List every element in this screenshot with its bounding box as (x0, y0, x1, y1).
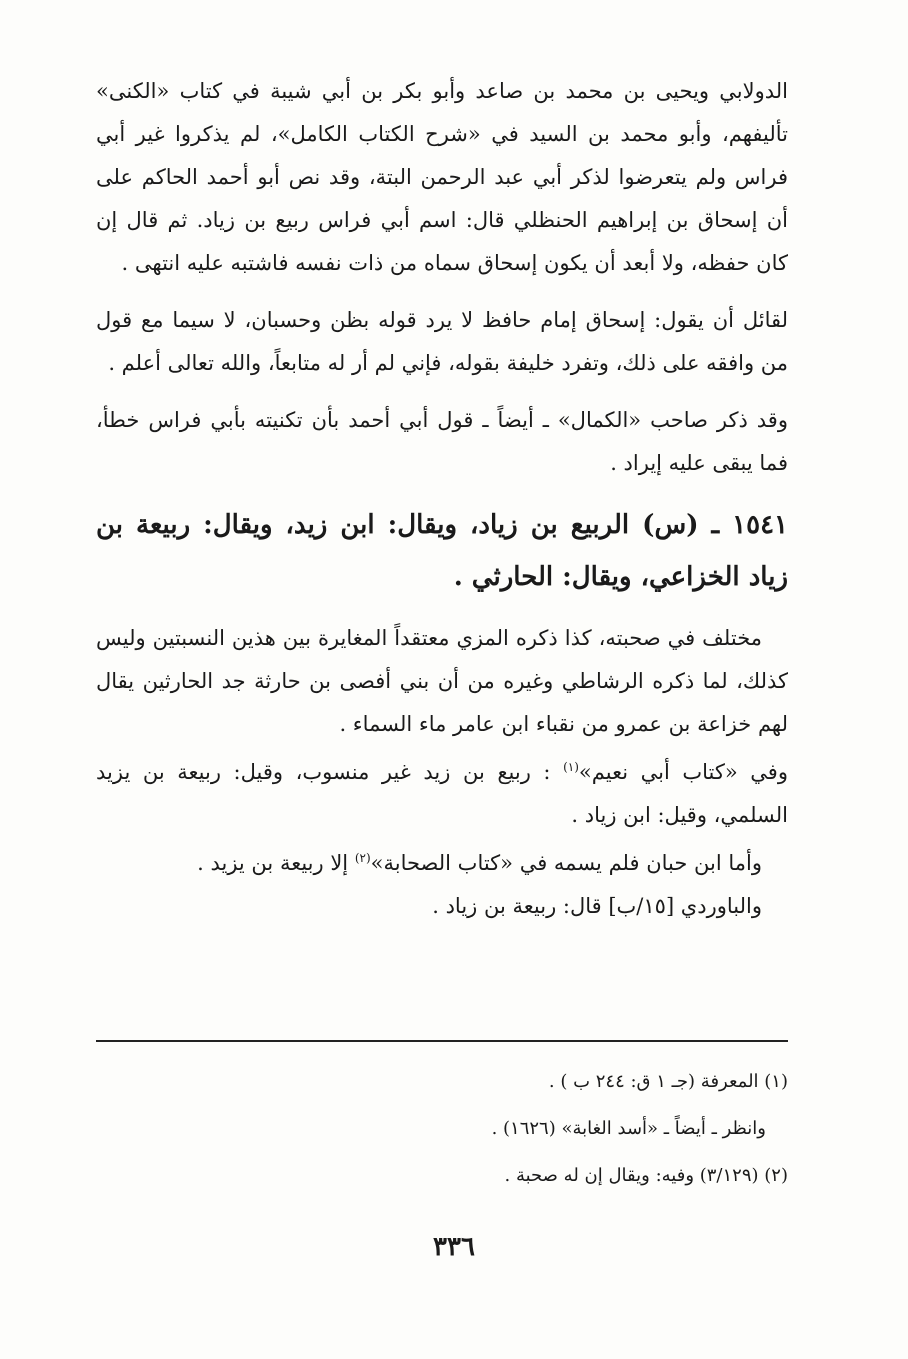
paragraph-6 (96, 837, 788, 885)
paragraph-5 (96, 746, 788, 837)
footnotes (96, 1058, 788, 1199)
paragraph-5-text-a: وفي «كتاب أبي نعيم» (578, 760, 788, 784)
page-number: ٣٣٦ (433, 1232, 475, 1262)
footnote-1: (١) المعرفة (جـ ١ ق: ٢٤٤ ب ) . (548, 1071, 788, 1092)
paragraph-2: لقائل أن يقول: إسحاق إمام حافظ لا يرد قوله بظن وحسبان، لا سيما مع قول من وافقه على ذلك، وتفرد خليفة بقوله، فإني لم أر له متابعاً، والله تعالى أعلم . (96, 308, 788, 375)
paragraph-6-text-a: وأما ابن حبان فلم يسمه في «كتاب الصحابة» (370, 851, 762, 875)
paragraph-1: الدولابي ويحيى بن محمد بن صاعد وأبو بكر بن أبي شيبة في كتاب «الكنى» تأليفهم، وأبو محمد بن السيد في «شرح الكتاب الكامل»، لم يذكروا غير أبي فراس ولم يتعرضوا لذكر أبي عبد الرحمن البتة، وقد نص أبو أحمد الحاكم على أن إسحاق بن إبراهيم الحنظلي قال: اسم أبي فراس ربيع بن زياد. ثم قال إن كان حفظه، ولا أبعد أن يكون إسحاق سماه من ذات نفسه فاشتبه عليه انتهى . (96, 79, 788, 275)
paragraph-4: مختلف في صحبته، كذا ذكره المزي معتقداً المغايرة بين هذين النسبتين وليس كذلك، لما ذكره الرشاطي وغيره من أن بني أفصى بن حارثة جد الحارثين يقال لهم خزاعة بن عمرو من نقباء ابن عامر ماء السماء . (96, 626, 788, 736)
paragraph-3: وقد ذكر صاحب «الكمال» ـ أيضاً ـ قول أبي أحمد بأن تكنيته بأبي فراس خطأ، فما يبقى عليه إيراد . (96, 408, 788, 475)
footnote-2: (٢) (٣/١٢٩) وفيه: ويقال إن له صحبة . (504, 1165, 788, 1186)
paragraph-5-text-b: : ربيع بن زيد غير منسوب، وقيل: ربيعة بن يزيد السلمي، وقيل: ابن زياد . (96, 760, 788, 827)
entry-heading: ١٥٤١ ـ (س) الربيع بن زياد، ويقال: ابن زيد، ويقال: ربيعة بن زياد الخزاعي، ويقال: الحارثي . (96, 510, 788, 592)
paragraph-6-text-b: إلا ربيعة بن يزيد . (197, 851, 355, 875)
footnote-ref-1: (١) (563, 760, 579, 774)
footnote-divider (96, 1040, 788, 1042)
paragraph-7: والباوردي [١٥/ب] قال: ربيعة بن زياد . (432, 894, 762, 918)
footnote-1-continued: وانظر ـ أيضاً ـ «أسد الغابة» (١٦٢٦) . (491, 1118, 766, 1139)
footnote-ref-2: (٢) (354, 851, 371, 865)
main-text (96, 70, 788, 928)
